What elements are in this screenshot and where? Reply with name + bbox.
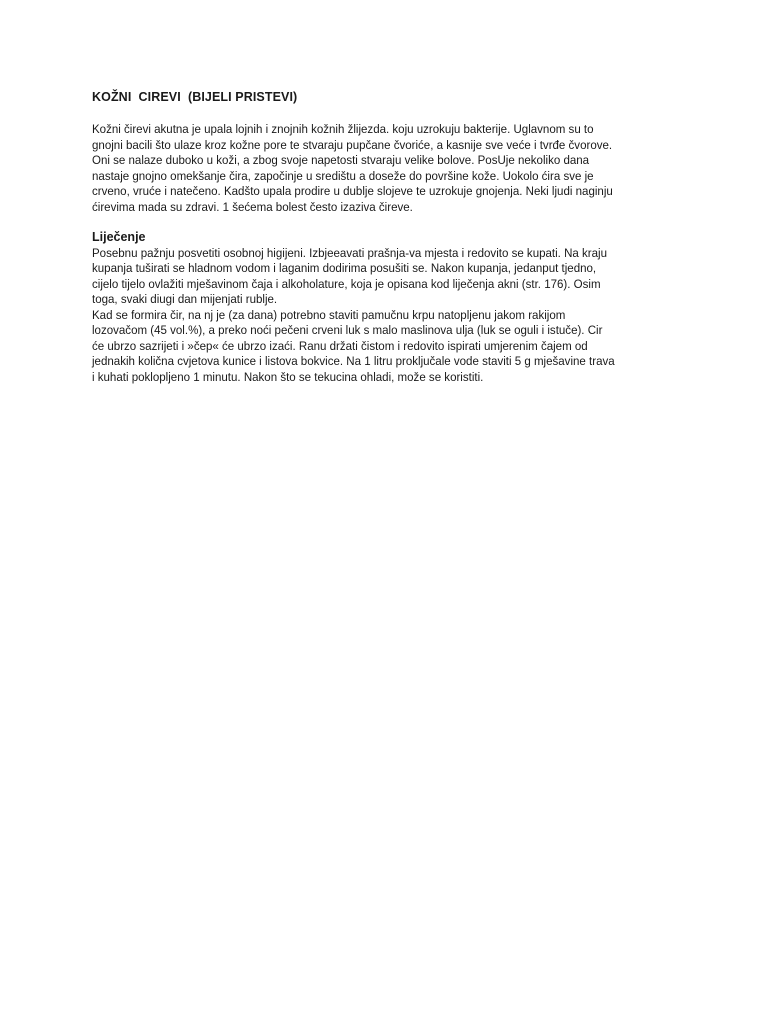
treatment-paragraph	[92, 246, 692, 386]
intro-line: ćirevima mada su zdravi. 1 šećema bolest često izaziva čireve.	[92, 199, 413, 214]
intro-line: Oni se nalaze duboko u koži, a zbog svoje napetosti stvaraju velike bolove. PosUje nekoliko dana	[92, 153, 590, 167]
treatment-line: kupanja tuširati se hladnom vodom i laganim dodirima posušiti se. Nakon kupanja, jedanput tjedno,	[92, 261, 597, 275]
treatment-line: cijelo tijelo ovlažiti mješavinom čaja i alkoholature, koja je opisana kod liječenja akni (str. 176). Osim	[92, 276, 601, 291]
intro-line: nastaje gnojno omekšanje čira, započinje u središtu a doseže do površine kože. Uokolo ćira sve je	[92, 168, 594, 183]
document-title: KOŽNI CIREVI (BIJELI PRISTEVI)	[92, 90, 298, 104]
intro-paragraph	[92, 122, 692, 215]
treatment-line: i kuhati poklopljeno 1 minutu. Nakon što se tekucina ohladi, može se koristiti.	[92, 369, 484, 384]
intro-line: Kožni čirevi akutna je upala lojnih i znojnih kožnih žlijezda. koju uzrokuju bakterije. Uglavnom su to	[92, 122, 594, 136]
intro-line: crveno, vruće i natečeno. Kadšto upala prodire u dublje slojeve te uzrokuje gnojenja. Neki ljudi naginju	[92, 184, 613, 198]
treatment-heading: Liječenje	[92, 230, 146, 244]
treatment-line: jednakih količna cvjetova kunice i listova bokvice. Na 1 litru proključale vode staviti 5 g mješavine trava	[92, 354, 615, 368]
treatment-line: Kad se formira čir, na nj je (za dana) potrebno staviti pamučnu krpu natopljenu jakom rakijom	[92, 307, 566, 322]
treatment-line: toga, svaki diugi dan mijenjati rublje.	[92, 292, 278, 306]
treatment-line: Posebnu pažnju posvetiti osobnoj higijeni. Izbjeeavati prašnja-va mjesta i redovito se kupati. Na kraju	[92, 245, 608, 260]
document-page	[92, 90, 692, 385]
intro-line: gnojni bacili što ulaze kroz kožne pore te stvaraju pupčane čvoriće, a kasnije sve veće i tvrđe čvorove.	[92, 137, 613, 152]
treatment-line: lozovačom (45 vol.%), a preko noći pečeni crveni luk s malo maslinova ulja (luk se oguli i istuče). Cir	[92, 323, 603, 337]
treatment-line: će ubrzo sazrijeti i »čep« će ubrzo izaći. Ranu držati čistom i redovito ispirati umjerenim čajem od	[92, 338, 588, 353]
